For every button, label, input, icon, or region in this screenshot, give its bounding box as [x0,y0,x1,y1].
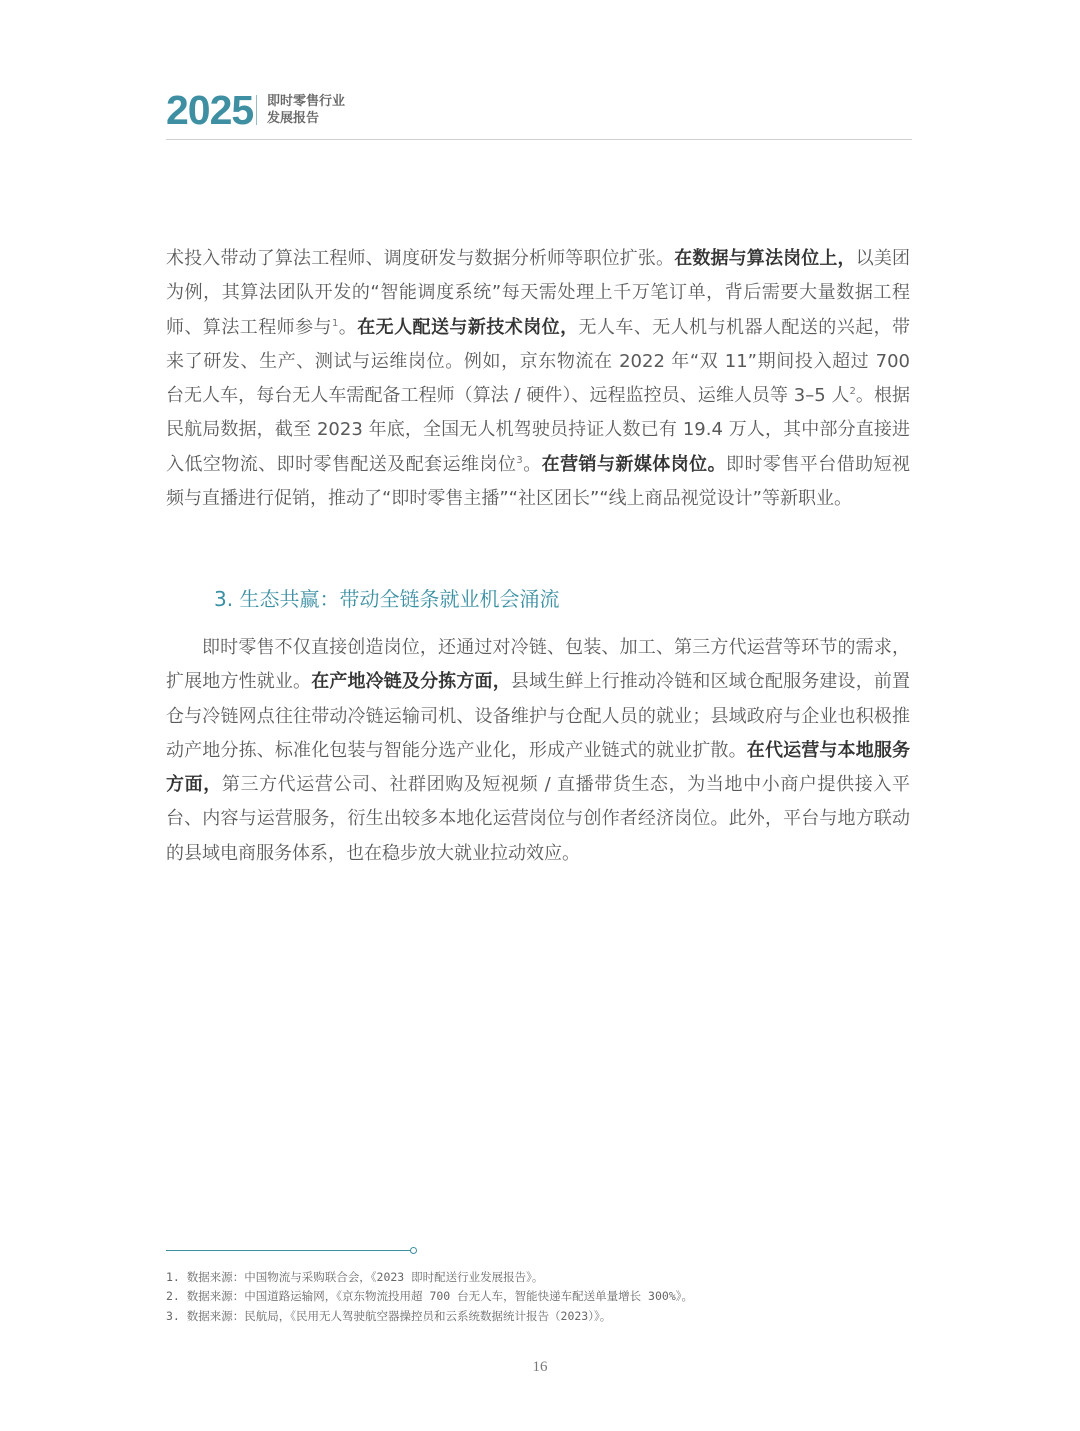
page-number: 16 [532,1359,548,1375]
bold-heading-cold-chain: 在产地冷链及分拣方面， [311,671,511,693]
footnote-rule [166,1250,412,1251]
bold-heading-agency-operation: 在代运营与本地服务方面， [166,739,910,796]
text-run: 即时零售平台借助短视频与直播进行促销，推动了“即时零售主播”“社区团长”“线上商品视觉设计”等新职业。 [166,453,911,510]
page-header [166,88,912,140]
footnote-1: 1. 数据来源：中国物流与采购联合会，《2023 即时配送行业发展报告》。 [166,1270,544,1284]
text-run: 以美团为例，其算法团队开发的“智能调度系统”每天需处理上千万笔订单，背后需要大量数据工程师、算法工程师参与 [166,248,911,338]
text-run: 即时零售不仅直接创造岗位，还通过对冷链、包装、加工、第三方代运营等环节的需求，扩展地方性就业。 [166,637,910,693]
footnote-ref-2[interactable]: 2 [849,386,856,398]
footnotes [166,1268,910,1326]
bold-heading-marketing-media: 在营销与新媒体岗位。 [541,453,727,475]
text-run: 县域生鲜上行推动冷链和区域仓配服务建设，前置仓与冷链网点往往带动冷链运输司机、设备维护与仓配人员的就业；县域政府与企业也积极推动产地分拣、标准化包装与智能分选产业化，形成产业链式的就业扩散。 [166,671,911,761]
header-divider [256,95,257,125]
footnote-2: 2. 数据来源：中国道路运输网，《京东物流投用超 700 台无人车，智能快递车配送单量增长 300%》。 [166,1289,694,1304]
report-year: 2025 [166,87,254,133]
footnote-rule-dot [410,1247,417,1254]
bold-heading-unmanned-delivery: 在无人配送与新技术岗位， [357,316,579,338]
text-run: 术投入带动了算法工程师、调度研发与数据分析师等职位扩张。 [166,248,675,269]
footnote-ref-1[interactable]: 1 [331,317,339,329]
footnote-ref-3[interactable]: 3 [516,454,523,466]
report-title-line2: 发展报告 [267,111,320,126]
bold-heading-data-algorithm: 在数据与算法岗位上， [674,248,856,269]
text-run: 。 [338,316,358,338]
footnote-3: 3. 数据来源：民航局，《民用无人驾驶航空器操控员和云系统数据统计报告（2023）》。 [166,1308,612,1323]
body-paragraph-2 [166,631,910,871]
text-run: 无人车、无人机与机器人配送的兴起，带来了研发、生产、测试与运维岗位。例如，京东物流在 2022 年“双 11”期间投入超过 700 台无人车，每台无人车需配备工程师（算法 / 硬件）、远程监控员、运维人员等 3–5 人 [166,316,911,407]
text-run: 第三方代运营公司、社群团购及短视频 / 直播带货生态，为当地中小商户提供接入平台、内容与运营服务，衍生出较多本地化运营岗位与创作者经济岗位。此外，平台与地方联动的县域电商服务体系，也在稳步放大就业拉动效应。 [166,774,910,864]
report-title-line1: 即时零售行业 [267,94,346,109]
text-run: 。根据民航局数据，截至 2023 年底，全国无人机驾驶员持证人数已有 19.4 万人，其中部分直接进入低空物流、即时零售配送及配套运维岗位 [166,385,911,475]
section-heading: 3. 生态共赢：带动全链条就业机会涌流 [214,587,560,611]
text-run: 。 [522,453,542,475]
header-rule [166,139,912,140]
body-paragraph-1 [166,242,910,516]
